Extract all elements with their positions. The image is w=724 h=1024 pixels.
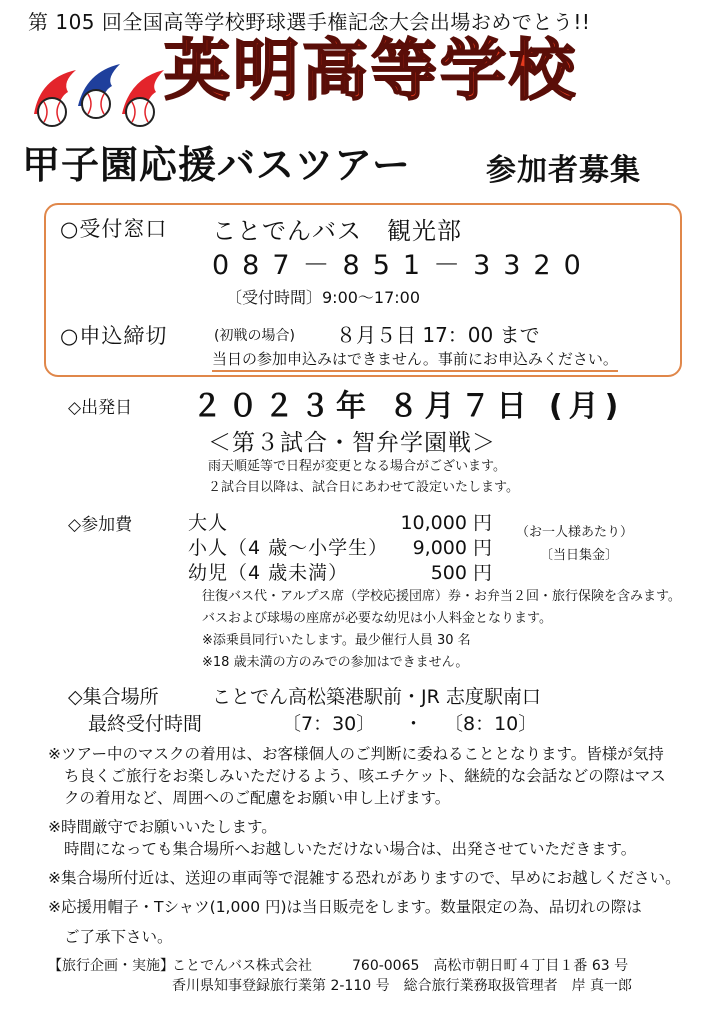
fee-note-3: ※添乗員同行いたします。最少催行人員 30 名 (202, 633, 471, 648)
meeting-place: ことでん高松築港駅前・JR 志度駅南口 (212, 686, 541, 708)
notice-mask-3: クの着用など、周囲へのご配慮をお願い申し上げます。 (64, 789, 451, 807)
reception-company: ことでんバス 観光部 (212, 217, 462, 245)
footer-registration: 香川県知事登録旅行業第 2-110 号 総合旅行業務取扱管理者 岸 真一郎 (172, 978, 633, 994)
meeting-dot: ・ (404, 713, 424, 735)
reception-phone: 087－851－3320 (212, 250, 594, 281)
notice-goods-1: ※応援用帽子・Tシャツ(1,000 円)は当日販売をします。数量限定の為、品切れの際は (48, 898, 642, 916)
fee-per-person: （お一人様あたり） (516, 525, 634, 540)
deadline-warning: 当日の参加申込みはできません。事前にお申込みください。 (212, 348, 618, 372)
footer-planner-label: 【旅行企画・実施】 (48, 958, 174, 974)
deadline-note: (初戦の場合) (214, 328, 295, 344)
fee-price-infant: 500 円 (430, 562, 492, 584)
departure-note-2: ２試合目以降は、試合日にあわせて設定いたします。 (208, 480, 519, 495)
tour-title: 甲子園応援バスツアー (22, 143, 411, 187)
fee-price-adult: 10,000 円 (400, 512, 492, 534)
reception-hours: 〔受付時間〕9:00～17:00 (226, 288, 421, 307)
fee-note-4: ※18 歳未満の方のみでの参加はできません。 (202, 655, 469, 670)
deadline-label: ○申込締切 (60, 324, 168, 348)
departure-note-1: 雨天順延等で日程が変更となる場合がございます。 (208, 459, 506, 474)
meeting-time-1: 〔7：30〕 (282, 713, 376, 735)
footer-address: 760-0065 高松市朝日町４丁目１番 63 号 (352, 958, 629, 974)
departure-game: ＜第３試合・智弁学園戦＞ (208, 430, 496, 456)
notice-time-2: 時間になっても集合場所へお越しいただけない場合は、出発させていただきます。 (64, 840, 637, 858)
footer-planner: ことでんバス株式会社 (172, 958, 312, 974)
meeting-label: ◇集合場所 (68, 686, 159, 708)
top-congrats-line: 第 105 回全国高等学校野球選手権記念大会出場おめでとう!! (28, 10, 591, 34)
school-name: 英明高等学校 (164, 32, 578, 109)
fee-pay-on-day: 〔当日集金〕 (540, 548, 619, 563)
fee-note-1: 往復バス代・アルプス席（学校応援団席）券・お弁当２回・旅行保険を含みます。 (202, 589, 681, 604)
notice-goods-2: ご了承下さい。 (64, 928, 173, 946)
meeting-final-label: 最終受付時間 (88, 713, 203, 735)
notice-mask-2: ち良くご旅行をお楽しみいただけるよう、咳エチケット、継続的な会話などの際はマス (64, 767, 666, 785)
notice-time-1: ※時間厳守でお願いいたします。 (48, 818, 277, 836)
fee-name-adult: 大人 (188, 512, 229, 534)
meeting-time-2: 〔8：10〕 (444, 713, 538, 735)
fee-price-child: 9,000 円 (412, 537, 492, 559)
fee-name-infant: 幼児（4 歳未満） (188, 562, 349, 584)
departure-label: ◇出発日 (68, 398, 133, 418)
notice-mask-1: ※ツアー中のマスクの着用は、お客様個人のご判断に委ねることとなります。皆様が気持 (48, 745, 664, 763)
baseball-flame-icon (30, 56, 166, 136)
fee-label: ◇参加費 (68, 515, 133, 535)
departure-date: ２０２３年 ８月７日 (月) (192, 389, 625, 424)
tour-subtitle: 参加者募集 (486, 153, 641, 188)
notice-parking: ※集合場所付近は、送迎の車両等で混雑する恐れがありますので、早めにお越しください。 (48, 869, 681, 887)
fee-note-2: バスおよび球場の座席が必要な幼児は小人料金となります。 (202, 611, 552, 626)
deadline-date: ８月５日 17：00 まで (336, 323, 540, 347)
reception-label: ○受付窓口 (60, 217, 168, 241)
fee-name-child: 小人（4 歳～小学生） (188, 537, 389, 559)
